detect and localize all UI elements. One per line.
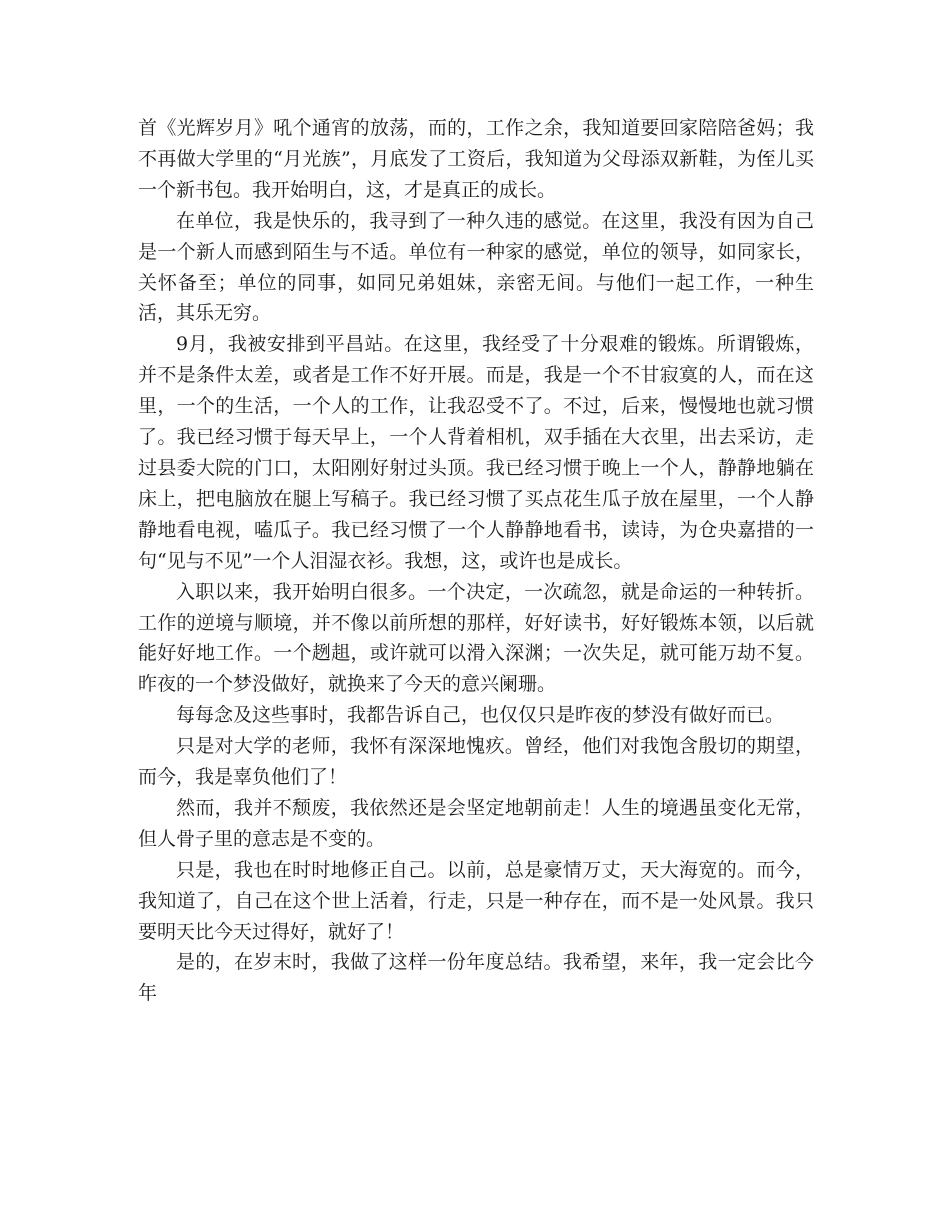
paragraph-7: 然而，我并不颓废，我依然还是会坚定地朝前走！人生的境遇虽变化无常，但人骨子里的意志是不变的。 [138,796,814,850]
paragraph-3: 9月，我被安排到平昌站。在这里，我经受了十分艰难的锻炼。所谓锻炼，并不是条件太差，或者是工作不好开展。而是，我是一个不甘寂寞的人，而在这里，一个的生活，一个人的工作，让我忍受不了。不过，后来，慢慢地也就习惯了。我已经习惯于每天早上，一个人背着相机，双手插在大衣里，出去采访，走过县委大院的门口，太阳刚好射过头顶。我已经习惯于晚上一个人，静静地躺在床上，把电脑放在腿上写稿子。我已经习惯了买点花生瓜子放在屋里，一个人静静地看电视，嗑瓜子。我已经习惯了一个人静静地看书，读诗，为仓央嘉措的一句“见与不见”一个人泪湿衣衫。我想，这，或许也是成长。 [138,333,814,572]
paragraph-5: 每每念及这些事时，我都告诉自己，也仅仅只是昨夜的梦没有做好而已。 [176,704,785,727]
paragraph-6: 只是对大学的老师，我怀有深深地愧疚。曾经，他们对我饱含殷切的期望，而今，我是辜负他们了！ [138,735,814,789]
paragraph-1: 首《光辉岁月》吼个通宵的放荡，而的，工作之余，我知道要回家陪陪爸妈；我不再做大学里的“月光族”，月底发了工资后，我知道为父母添双新鞋，为侄儿买一个新书包。我开始明白，这，才是真正的成长。 [138,117,814,201]
document-body [138,113,814,1009]
paragraph-4: 入职以来，我开始明白很多。一个决定，一次疏忽，就是命运的一种转折。工作的逆境与顺境，并不像以前所想的那样，好好读书，好好锻炼本领，以后就能好好地工作。一个趔趄，或许就可以滑入深渊；一次失足，就可能万劫不复。昨夜的一个梦没做好，就换来了今天的意兴阑珊。 [138,580,814,696]
paragraph-8: 只是，我也在时时地修正自己。以前，总是豪情万丈，天大海宽的。而今，我知道了，自己在这个世上活着，行走，只是一种存在，而不是一处风景。我只要明天比今天过得好，就好了！ [138,858,814,943]
paragraph-9: 是的，在岁末时，我做了这样一份年度总结。我希望，来年，我一定会比今年 [138,951,814,1005]
paragraph-2: 在单位，我是快乐的，我寻到了一种久违的感觉。在这里，我没有因为自己是一个新人而感到陌生与不适。单位有一种家的感觉，单位的领导，如同家长，关怀备至；单位的同事，如同兄弟姐妹，亲密无间。与他们一起工作，一种生活，其乐无穷。 [138,209,814,325]
